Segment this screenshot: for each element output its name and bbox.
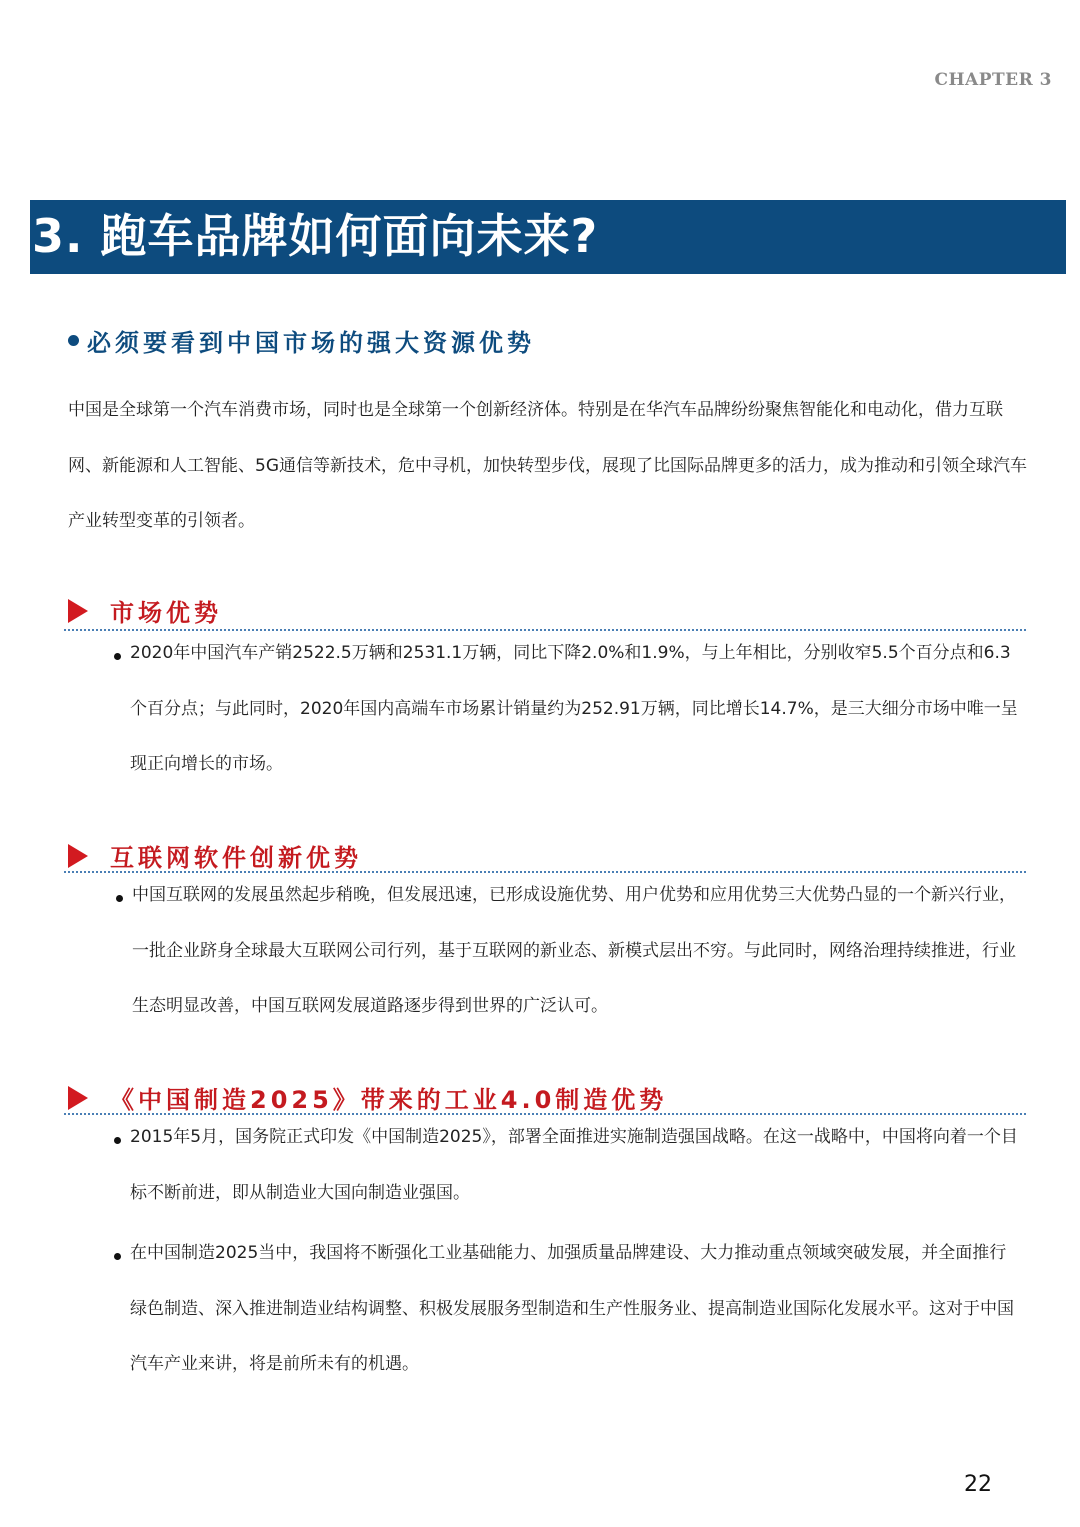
triangle-icon xyxy=(68,599,88,623)
bullet-dot-icon xyxy=(68,335,79,346)
bullet-text: 2020年中国汽车产销2522.5万辆和2531.1万辆，同比下降2.0%和1.9%，与上年相比，分别收窄5.5个百分点和6.3个百分点；与此同时，2020年国内高端车市场累计销量约为252.91万辆，同比增长14.7%，是三大细分市场中唯一呈现正向增长的市场。 xyxy=(130,643,1018,774)
page-title: 3. 跑车品牌如何面向未来? xyxy=(32,209,599,263)
bullet-item xyxy=(132,868,1022,1035)
bullet-text: 2015年5月，国务院正式印发《中国制造2025》，部署全面推进实施制造强国战略。在这一战略中，中国将向着一个目标不断前进，即从制造业大国向制造业强国。 xyxy=(130,1127,1018,1203)
section-title: 互联网软件创新优势 xyxy=(110,844,362,872)
subheading xyxy=(68,323,535,358)
bullet-dot-icon xyxy=(114,1253,121,1260)
section-title: 《中国制造2025》带来的工业4.0制造优势 xyxy=(110,1086,668,1114)
bullet-dot-icon xyxy=(114,1137,121,1144)
bullet-dot-icon xyxy=(114,653,121,660)
subheading-text: 必须要看到中国市场的强大资源优势 xyxy=(87,329,535,357)
bullet-dot-icon xyxy=(116,895,123,902)
section-title: 市场优势 xyxy=(110,599,222,627)
intro-paragraph: 中国是全球第一个汽车消费市场，同时也是全球第一个创新经济体。特别是在华汽车品牌纷纷聚焦智能化和电动化，借力互联网、新能源和人工智能、5G通信等新技术，危中寻机，加快转型步伐，展现了比国际品牌更多的活力，成为推动和引领全球汽车产业转型变革的引领者。 xyxy=(68,400,1027,531)
triangle-icon xyxy=(68,1086,88,1110)
bullet-item xyxy=(130,1110,1020,1221)
bullet-item xyxy=(130,1226,1020,1393)
page-number: 22 xyxy=(964,1472,992,1497)
triangle-icon xyxy=(68,844,88,868)
section-heading-market xyxy=(68,593,1026,628)
bullet-item xyxy=(130,626,1020,793)
chapter-label: CHAPTER 3 xyxy=(934,70,1052,90)
bullet-text: 中国互联网的发展虽然起步稍晚，但发展迅速，已形成设施优势、用户优势和应用优势三大优势凸显的一个新兴行业，一批企业跻身全球最大互联网公司行列，基于互联网的新业态、新模式层出不穷。与此同时，网络治理持续推进，行业生态明显改善，中国互联网发展道路逐步得到世界的广泛认可。 xyxy=(132,885,1016,1016)
bullet-text: 在中国制造2025当中，我国将不断强化工业基础能力、加强质量品牌建设、大力推动重点领域突破发展，并全面推行绿色制造、深入推进制造业结构调整、积极发展服务型制造和生产性服务业、提高制造业国际化发展水平。这对于中国汽车产业来讲，将是前所未有的机遇。 xyxy=(130,1243,1014,1374)
